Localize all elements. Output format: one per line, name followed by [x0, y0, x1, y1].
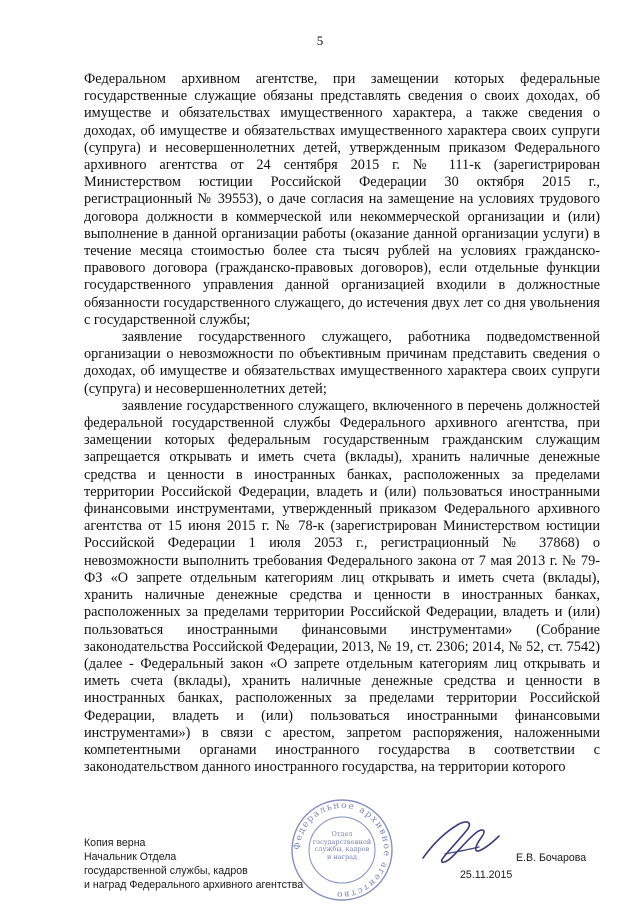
- paragraph: Федеральном архивном агентстве, при замещении которых федеральные государственные служащие обязаны представлять сведения о своих доходах, об имуществе и обязательствах имущественного характера, а также сведения о доходах, об имуществе и обязательствах имущественного характера своих супруги (супруга) и несовершеннолетних детей, утвержденным приказом Федерального архивного агентства от 24 сентября 2015 г. № 111-к (зарегистрирован Министерством юстиции Российской Федерации 30 октября 2015 г., регистрационный № 39553), о даче согласия на замещение на условиях трудового договора должности в коммерческой или некоммерческой организации и (или) выполнение в данной организации работы (оказание данной организации услуги) в течение месяца стоимостью более ста тысяч рублей на условиях гражданско-правового договора (гражданско-правовых договоров), если отдельные функции государственного управления данной организацией входили в должностные обязанности государственного служащего, до истечения двух лет со дня увольнения с государственной службы;: [84, 71, 600, 328]
- position-line: Начальник Отдела: [84, 851, 177, 863]
- position-line: и наград Федерального архивного агентства: [84, 879, 304, 891]
- certification-block: [84, 836, 303, 892]
- handwritten-signature: [415, 814, 505, 869]
- certification-date: 25.11.2015: [460, 869, 513, 881]
- page-number: 5: [316, 33, 324, 48]
- position-line: государственной службы, кадров: [84, 865, 248, 877]
- document-body: [84, 71, 600, 776]
- paragraph: заявление государственного служащего, включенного в перечень должностей федеральной государственной службы Федерального архивного агентства, при замещении которых федеральным государственным гражданским служащим запрещается открывать и иметь счета (вклады), хранить наличные денежные средства и ценности в иностранных банках, расположенных за пределами территории Российской Федерации, владеть и (или) пользоваться иностранными финансовыми инструментами, утвержденный приказом Федерального архивного агентства от 15 июня 2015 г. № 78-к (зарегистрирован Министерством юстиции Российской Федерации 1 июля 2053 г., регистрационный № 37868) о невозможности выполнить требования Федерального закона от 7 мая 2013 г. № 79-ФЗ «О запрете отдельным категориям лиц открывать и иметь счета (вклады), хранить наличные денежные средства и ценности в иностранных банках, расположенных за пределами территории Российской Федерации, владеть и (или) пользоваться иностранными финансовыми инструментами» (Собрание законодательства Российской Федерации, 2013, № 19, ст. 2306; 2014, № 52, ст. 7542) (далее - Федеральный закон «О запрете отдельным категориям лиц открывать и иметь счета (вклады), хранить наличные денежные средства и ценности в иностранных банках, расположенных за пределами территории Российской Федерации, владеть и (или) пользоваться иностранными финансовыми инструментами») в связи с арестом, запретом распоряжения, наложенными компетентными органами иностранного государства в соответствии с законодательством данного иностранного государства, на территории которого: [84, 397, 600, 776]
- signer-name: Е.В. Бочарова: [516, 852, 587, 864]
- paragraph: заявление государственного служащего, работника подведомственной организации о невозможности по объективным причинам представить сведения о доходах, об имуществе и обязательствах имущественного характера своих супруги (супруга) и несовершеннолетних детей;: [84, 329, 600, 397]
- official-seal-stamp: [282, 797, 402, 903]
- seal-center-text: Отдел государственной службы, кадров и наград: [312, 831, 372, 861]
- seal-ring-text: Федеральное архивное агентство: [292, 800, 392, 900]
- copy-true-label: Копия верна: [84, 837, 146, 849]
